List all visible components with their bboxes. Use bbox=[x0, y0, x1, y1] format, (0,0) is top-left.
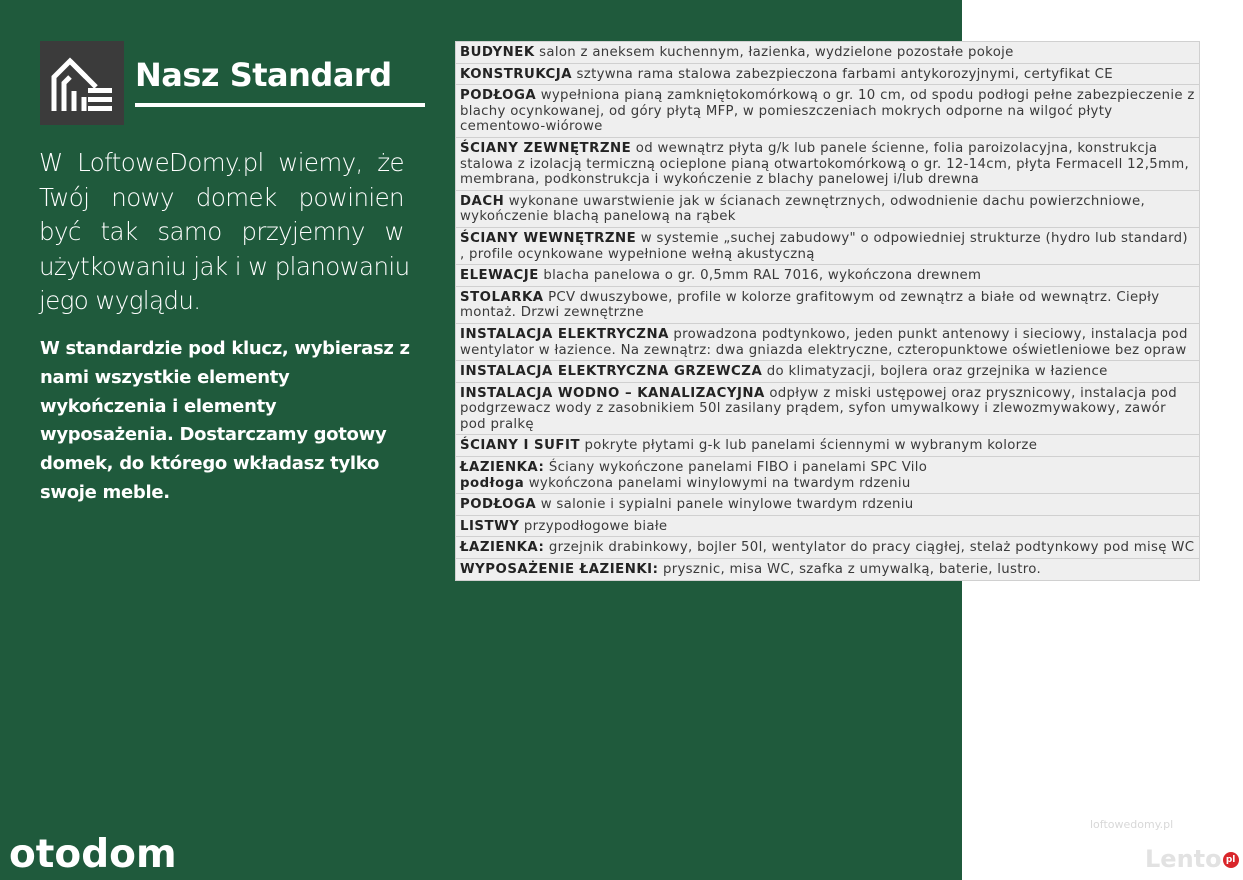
spec-label: ŚCIANY WEWNĘTRZNE bbox=[460, 230, 637, 246]
spec-row bbox=[456, 85, 1200, 138]
spec-label: podłoga bbox=[460, 475, 525, 491]
spec-text: Ściany wykończone panelami FIBO i panelami SPC Vilo bbox=[544, 460, 928, 476]
spec-cell bbox=[456, 457, 1200, 494]
lento-watermark bbox=[1145, 845, 1239, 873]
spec-label: ŚCIANY I SUFIT bbox=[460, 438, 581, 454]
intro-text bbox=[39, 146, 410, 319]
spec-text: wykończona panelami winylowymi na twardym rdzeniu bbox=[524, 475, 911, 491]
title-underline bbox=[135, 103, 425, 107]
spec-text: grzejnik drabinkowy, bojler 50l, wentylator do pracy ciągłej, stelaż podtynkowy pod misę WC bbox=[544, 540, 1195, 556]
spec-text: wypełniona pianą zamkniętokomórkową o gr. 10 cm, od spodu podłogi pełne zabezpieczenie z blachy ocynkowanej, od góry płytą MFP, w pomieszczeniach mokrych odporne na wilgoć płyty cementowo-wiórowe bbox=[460, 88, 1195, 135]
spec-text: odpływ z miski ustępowej oraz prysznicowy, instalacja pod podgrzewacz wody z zasobnikiem 50l zasilany prądem, syfon umywalkowy i zlewozmywakowy, zawór pod pralkę bbox=[460, 385, 1177, 432]
spec-cell bbox=[456, 515, 1200, 537]
intro-line: Twój nowy domek powinien bbox=[39, 182, 404, 212]
spec-text: wykonane uwarstwienie jak w ścianach zewnętrznych, odwodnienie dachu powierzchniowe, wykończenie blachą panelową na rąbek bbox=[460, 193, 1145, 225]
spec-row bbox=[456, 227, 1200, 264]
spec-row bbox=[456, 382, 1200, 435]
spec-label: BUDYNEK bbox=[460, 45, 535, 60]
spec-row bbox=[456, 42, 1200, 64]
spec-text: blacha panelowa o gr. 0,5mm RAL 7016, wykończona drewnem bbox=[538, 268, 982, 284]
spec-row bbox=[456, 494, 1200, 516]
spec-row bbox=[456, 361, 1200, 383]
spec-row bbox=[456, 265, 1200, 287]
spec-cell bbox=[456, 435, 1200, 457]
loftowedomy-watermark: loftowedomy.pl bbox=[1090, 818, 1174, 831]
spec-label: INSTALACJA WODNO – KANALIZACYJNA bbox=[460, 385, 765, 401]
spec-label: LISTWY bbox=[460, 518, 520, 534]
spec-cell bbox=[456, 537, 1200, 559]
spec-label: ŁAZIENKA: bbox=[460, 540, 545, 556]
spec-row bbox=[456, 537, 1200, 559]
spec-text: w salonie i sypialni panele winylowe twardym rdzeniu bbox=[536, 497, 914, 513]
spec-cell bbox=[456, 190, 1200, 227]
spec-text: prysznic, misa WC, szafka z umywalką, baterie, lustro. bbox=[658, 562, 1041, 578]
spec-label: PODŁOGA bbox=[460, 88, 537, 104]
spec-cell bbox=[456, 227, 1200, 264]
spec-label: KONSTRUKCJA bbox=[460, 66, 573, 82]
spec-label: DACH bbox=[460, 193, 505, 209]
spec-text: przypodłogowe białe bbox=[519, 518, 668, 534]
intro-line: W LoftoweDomy.pl wiemy, że bbox=[39, 148, 404, 177]
otodom-logo: otodom bbox=[9, 832, 177, 877]
spec-row bbox=[456, 323, 1200, 360]
spec-label: ŚCIANY ZEWNĘTRZNE bbox=[460, 140, 632, 156]
intro-line: jego wyglądu. bbox=[39, 286, 201, 315]
spec-cell bbox=[456, 42, 1200, 64]
spec-row bbox=[456, 435, 1200, 457]
spec-row bbox=[456, 286, 1200, 323]
spec-cell bbox=[456, 382, 1200, 435]
spec-row bbox=[456, 190, 1200, 227]
spec-text: prowadzona podtynkowo, jeden punkt antenowy i sieciowy, instalacja pod wentylator w łazience. Na zewnątrz: dwa gniazda elektryczne, czteropunktowe oświetleniowe bez opraw bbox=[460, 326, 1188, 358]
spec-row bbox=[456, 457, 1200, 494]
lento-text: Lento bbox=[1145, 845, 1222, 873]
spec-text: do klimatyzacji, bojlera oraz grzejnika w łazience bbox=[762, 364, 1108, 380]
spec-text: pokryte płytami g-k lub panelami ściennymi w wybranym kolorze bbox=[580, 438, 1038, 454]
spec-cell bbox=[456, 494, 1200, 516]
spec-label: INSTALACJA ELEKTRYCZNA bbox=[460, 326, 669, 342]
spec-label: ŁAZIENKA: bbox=[460, 460, 545, 476]
spec-row bbox=[456, 137, 1200, 190]
spec-row bbox=[456, 515, 1200, 537]
spec-cell bbox=[456, 137, 1200, 190]
spec-label: INSTALACJA ELEKTRYCZNA GRZEWCZA bbox=[460, 364, 763, 380]
page-title: Nasz Standard bbox=[135, 56, 392, 94]
spec-text: w systemie „suchej zabudowy" o odpowiedniej strukturze (hydro lub standard) , profile ocynkowane wypełnione wełną akustyczną bbox=[460, 230, 1188, 262]
spec-label: WYPOSAŻENIE ŁAZIENKI: bbox=[460, 562, 659, 578]
spec-cell bbox=[456, 323, 1200, 360]
spec-label: ELEWACJE bbox=[460, 268, 539, 284]
spec-label: PODŁOGA bbox=[460, 497, 537, 513]
spec-text: PCV dwuszybowe, profile w kolorze grafitowym od zewnątrz a białe od wewnątrz. Ciepły montaż. Drzwi zewnętrzne bbox=[460, 289, 1160, 321]
spec-cell bbox=[456, 286, 1200, 323]
spec-label: STOLARKA bbox=[460, 289, 544, 305]
spec-row bbox=[456, 63, 1200, 85]
spec-cell bbox=[456, 559, 1200, 581]
spec-cell bbox=[456, 361, 1200, 383]
spec-text: sztywna rama stalowa zabezpieczona farbami antykorozyjnymi, certyfikat CE bbox=[572, 66, 1113, 82]
spec-row bbox=[456, 559, 1200, 581]
spec-cell bbox=[456, 63, 1200, 85]
intro-line: być tak samo przyjemny w bbox=[39, 217, 404, 246]
intro-line: użytkowaniu jak i w planowaniu bbox=[39, 251, 410, 281]
lento-badge: pl bbox=[1223, 852, 1239, 868]
spec-text: od wewnątrz płyta g/k lub panele ścienne, folia paroizolacyjna, konstrukcja stalowa z izolacją termiczną ocieplone pianą otwartokomórkową o gr. 12-14cm, płyta Fermacell 12,5mm, membrana, podkonstrukcja i wykończenie z blachy panelowej i/lub drewna bbox=[460, 140, 1190, 188]
spec-cell bbox=[456, 265, 1200, 287]
house-lines-logo-icon bbox=[40, 41, 124, 125]
spec-table bbox=[455, 41, 1200, 581]
standard-description: W standardzie pod klucz, wybierasz z nami wszystkie elementy wykończenia i elementy wyposażenia. Dostarczamy gotowy domek, do którego wkładasz tylko swoje meble. bbox=[40, 338, 410, 503]
spec-cell bbox=[456, 85, 1200, 138]
spec-text: salon z aneksem kuchennym, łazienka, wydzielone pozostałe pokoje bbox=[534, 45, 1014, 60]
